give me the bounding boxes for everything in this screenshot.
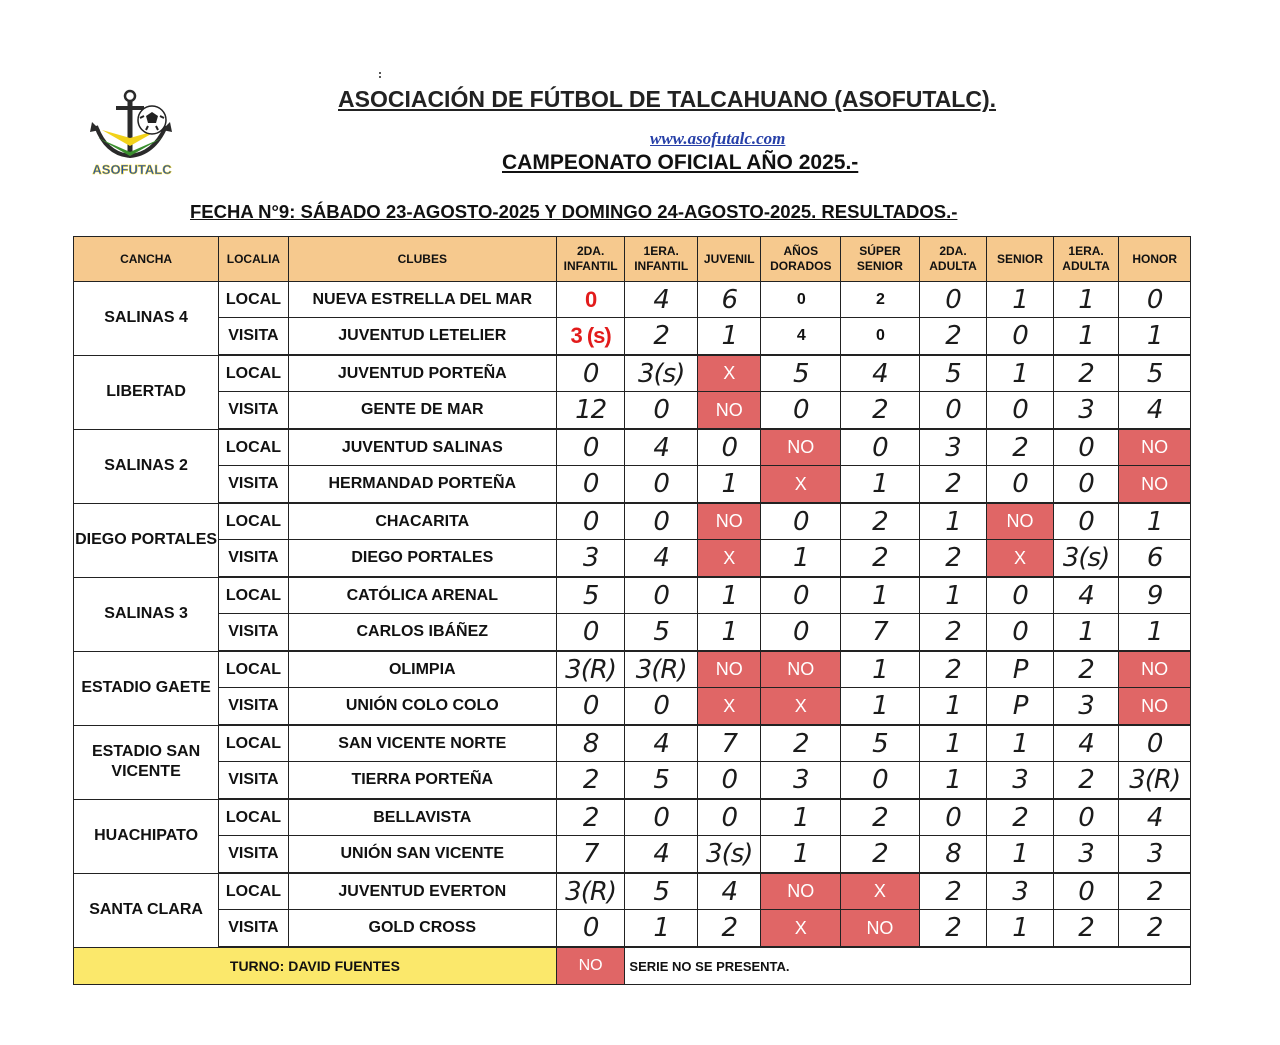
score-cell: 2 [841,540,920,578]
score-cell: 0 [841,762,920,800]
score-cell: X [697,540,761,578]
score-cell: 2 [556,799,625,836]
score-cell: 0 [841,318,920,356]
score-cell: 2 [841,282,920,318]
score-cell: 0 [761,392,841,430]
club-cell: NUEVA ESTRELLA DEL MAR [288,282,556,318]
score-cell: 0 [1053,503,1119,540]
localia-cell: LOCAL [219,282,289,318]
club-cell: UNIÓN SAN VICENTE [288,836,556,874]
localia-cell: VISITA [219,688,289,726]
cancha-cell: LIBERTAD [74,355,219,429]
club-cell: CARLOS IBÁÑEZ [288,614,556,652]
score-cell: 0 [761,282,841,318]
score-cell: X [761,688,841,726]
score-cell: 1 [761,540,841,578]
score-cell: 0 [625,392,698,430]
score-cell: 1 [1053,318,1119,356]
results-table [73,236,1191,985]
table-row [74,836,1191,874]
score-cell: NO [761,651,841,688]
cancha-cell: SALINAS 2 [74,429,219,503]
club-cell: TIERRA PORTEÑA [288,762,556,800]
column-header: AÑOS DORADOS [761,237,841,282]
localia-cell: LOCAL [219,725,289,762]
score-cell: 2 [1053,762,1119,800]
score-cell: 1 [841,651,920,688]
score-cell: 1 [987,836,1054,874]
score-cell: 0 [1053,466,1119,504]
score-cell: 1 [697,577,761,614]
score-cell: 2 [697,910,761,948]
column-header: 2DA. ADULTA [919,237,987,282]
score-cell: 0 [841,429,920,466]
score-cell: 0 [1119,282,1191,318]
localia-cell: VISITA [219,614,289,652]
score-cell: 1 [987,725,1054,762]
score-cell: 0 [987,318,1054,356]
column-header: 1ERA. INFANTIL [625,237,698,282]
score-cell: 0 [697,799,761,836]
table-row [74,614,1191,652]
score-cell: 0 [1053,873,1119,910]
score-cell: 2 [987,799,1054,836]
score-cell: 2 [841,799,920,836]
score-cell: 2 [919,614,987,652]
score-cell: 3 [761,762,841,800]
score-cell: 3 [987,762,1054,800]
score-cell: X [697,688,761,726]
cancha-cell: SALINAS 4 [74,282,219,356]
score-cell: 7 [556,836,625,874]
score-cell: 0 [625,503,698,540]
table-row [74,762,1191,800]
score-cell: 2 [919,873,987,910]
score-cell: 0 [556,466,625,504]
score-cell: 3 [556,540,625,578]
score-cell: 3 [987,873,1054,910]
localia-cell: LOCAL [219,355,289,392]
score-cell: 4 [1119,392,1191,430]
table-row [74,651,1191,688]
score-cell: 0 [556,910,625,948]
score-cell: 0 [556,355,625,392]
score-cell: 0 [761,614,841,652]
score-cell: 2 [919,540,987,578]
table-header-row [74,237,1191,282]
score-cell: 0 [556,282,625,318]
score-cell: 2 [919,651,987,688]
table-row [74,503,1191,540]
score-cell: 4 [1053,577,1119,614]
column-header: LOCALIA [219,237,289,282]
score-cell: 4 [1053,725,1119,762]
club-cell: BELLAVISTA [288,799,556,836]
club-cell: JUVENTUD SALINAS [288,429,556,466]
score-cell: 5 [625,614,698,652]
cancha-cell: SANTA CLARA [74,873,219,947]
score-cell: NO [761,429,841,466]
score-cell: 2 [987,429,1054,466]
score-cell: 2 [556,762,625,800]
score-cell: 1 [1119,318,1191,356]
score-cell: 0 [556,614,625,652]
club-cell: CATÓLICA ARENAL [288,577,556,614]
score-cell: 6 [697,282,761,318]
score-cell: 0 [919,799,987,836]
table-row [74,910,1191,948]
localia-cell: LOCAL [219,503,289,540]
club-cell: JUVENTUD EVERTON [288,873,556,910]
score-cell: 0 [556,429,625,466]
score-cell: 4 [697,873,761,910]
club-cell: DIEGO PORTALES [288,540,556,578]
column-header: CANCHA [74,237,219,282]
localia-cell: LOCAL [219,577,289,614]
score-cell: 3(s) [625,355,698,392]
score-cell: 0 [919,282,987,318]
score-cell: 2 [841,392,920,430]
club-cell: GENTE DE MAR [288,392,556,430]
score-cell: 0 [761,503,841,540]
cancha-cell: DIEGO PORTALES [74,503,219,577]
localia-cell: LOCAL [219,429,289,466]
footer-row [74,947,1191,985]
page-title: ASOCIACIÓN DE FÚTBOL DE TALCAHUANO (ASOFUTALC). [338,86,997,112]
score-cell: 3 [1053,392,1119,430]
localia-cell: VISITA [219,318,289,356]
score-cell: 9 [1119,577,1191,614]
score-cell: 1 [919,725,987,762]
score-cell: 2 [919,318,987,356]
fecha-heading: FECHA N°9: SÁBADO 23-AGOSTO-2025 Y DOMINGO 24-AGOSTO-2025. RESULTADOS.- [190,201,958,222]
score-cell: 4 [625,282,698,318]
legend-flag: NO [556,947,625,985]
column-header: 1ERA. ADULTA [1053,237,1119,282]
score-cell: 0 [1119,725,1191,762]
score-cell: NO [1119,651,1191,688]
logo-text: ASOFUTALC [92,162,172,177]
club-cell: UNIÓN COLO COLO [288,688,556,726]
table-row [74,688,1191,726]
table-row [74,540,1191,578]
cancha-cell: ESTADIO SAN VICENTE [74,725,219,799]
score-cell: 0 [1053,799,1119,836]
localia-cell: LOCAL [219,799,289,836]
table-row [74,799,1191,836]
score-cell: X [761,466,841,504]
score-cell: 1 [919,762,987,800]
asofutalc-logo [86,86,178,182]
score-cell: 0 [987,392,1054,430]
score-cell: NO [1119,466,1191,504]
score-cell: 1 [1119,614,1191,652]
score-cell: 5 [625,762,698,800]
score-cell: 5 [919,355,987,392]
score-cell: 0 [625,688,698,726]
localia-cell: VISITA [219,466,289,504]
score-cell: 8 [556,725,625,762]
score-cell: 4 [625,429,698,466]
table-row [74,466,1191,504]
score-cell: 3 [919,429,987,466]
score-cell: 1 [697,318,761,356]
score-cell: 5 [841,725,920,762]
cancha-cell: SALINAS 3 [74,577,219,651]
score-cell: 0 [987,614,1054,652]
score-cell: 0 [556,688,625,726]
score-cell: 1 [987,910,1054,948]
score-cell: 2 [841,836,920,874]
score-cell: 0 [987,466,1054,504]
score-cell: X [761,910,841,948]
turno-cell: TURNO: DAVID FUENTES [74,947,557,985]
column-header: SENIOR [987,237,1054,282]
column-header: JUVENIL [697,237,761,282]
table-row [74,725,1191,762]
score-cell: 4 [625,836,698,874]
score-cell: 2 [625,318,698,356]
score-cell: 2 [919,910,987,948]
score-cell: 1 [841,577,920,614]
localia-cell: VISITA [219,540,289,578]
score-cell: X [987,540,1054,578]
score-cell: 1 [841,688,920,726]
legend-text: SERIE NO SE PRESENTA. [625,947,1191,985]
score-cell: 12 [556,392,625,430]
table-row [74,577,1191,614]
score-cell: 0 [919,392,987,430]
score-cell: NO [697,503,761,540]
score-cell: 1 [697,466,761,504]
score-cell: 3 [1119,836,1191,874]
score-cell: 1 [919,577,987,614]
score-cell: 3 (s) [556,318,625,356]
club-cell: CHACARITA [288,503,556,540]
score-cell: 2 [1119,873,1191,910]
score-cell: 2 [919,466,987,504]
score-cell: 4 [1119,799,1191,836]
score-cell: P [987,688,1054,726]
score-cell: 3(s) [697,836,761,874]
table-row [74,355,1191,392]
localia-cell: VISITA [219,910,289,948]
score-cell: 3(R) [625,651,698,688]
score-cell: NO [697,392,761,430]
table-row [74,429,1191,466]
score-cell: 3(R) [1119,762,1191,800]
score-cell: 5 [761,355,841,392]
score-cell: 2 [1053,355,1119,392]
column-header: CLUBES [288,237,556,282]
score-cell: 0 [697,429,761,466]
score-cell: 0 [625,466,698,504]
score-cell: 4 [761,318,841,356]
score-cell: 1 [1053,614,1119,652]
score-cell: 4 [625,540,698,578]
score-cell: 1 [1053,282,1119,318]
score-cell: 0 [1053,429,1119,466]
localia-cell: VISITA [219,762,289,800]
score-cell: 1 [919,688,987,726]
score-cell: 1 [761,836,841,874]
score-cell: 1 [919,503,987,540]
score-cell: 2 [1053,910,1119,948]
score-cell: NO [987,503,1054,540]
score-cell: 1 [841,466,920,504]
score-cell: 3(s) [1053,540,1119,578]
club-cell: OLIMPIA [288,651,556,688]
score-cell: 0 [625,577,698,614]
score-cell: 1 [1119,503,1191,540]
column-header: SÚPER SENIOR [841,237,920,282]
score-cell: NO [761,873,841,910]
score-cell: NO [841,910,920,948]
score-cell: 1 [987,282,1054,318]
score-cell: P [987,651,1054,688]
table-row [74,392,1191,430]
column-header: 2DA. INFANTIL [556,237,625,282]
score-cell: 4 [625,725,698,762]
score-cell: NO [1119,688,1191,726]
localia-cell: LOCAL [219,873,289,910]
page-subtitle: CAMPEONATO OFICIAL AÑO 2025.- [502,151,859,174]
score-cell: 1 [761,799,841,836]
club-cell: HERMANDAD PORTEÑA [288,466,556,504]
table-row [74,318,1191,356]
score-cell: 7 [841,614,920,652]
website-link[interactable]: www.asofutalc.com [650,129,786,148]
score-cell: 3(R) [556,651,625,688]
score-cell: 2 [761,725,841,762]
score-cell: 2 [841,503,920,540]
score-cell: 5 [556,577,625,614]
score-cell: 3 [1053,688,1119,726]
cancha-cell: HUACHIPATO [74,799,219,873]
score-cell: 4 [841,355,920,392]
score-cell: NO [697,651,761,688]
score-cell: 0 [697,762,761,800]
score-cell: 0 [987,577,1054,614]
score-cell: 7 [697,725,761,762]
score-cell: 0 [625,799,698,836]
score-cell: 8 [919,836,987,874]
score-cell: X [841,873,920,910]
localia-cell: LOCAL [219,651,289,688]
club-cell: JUVENTUD PORTEÑA [288,355,556,392]
localia-cell: VISITA [219,836,289,874]
localia-cell: VISITA [219,392,289,430]
score-cell: 3 [1053,836,1119,874]
score-cell: X [697,355,761,392]
score-cell: 1 [987,355,1054,392]
cancha-cell: ESTADIO GAETE [74,651,219,725]
column-header: HONOR [1119,237,1191,282]
score-cell: 5 [625,873,698,910]
score-cell: 2 [1119,910,1191,948]
score-cell: 1 [697,614,761,652]
score-cell: 6 [1119,540,1191,578]
table-row [74,282,1191,318]
speck-mark [378,72,382,78]
score-cell: 3(R) [556,873,625,910]
club-cell: GOLD CROSS [288,910,556,948]
score-cell: NO [1119,429,1191,466]
score-cell: 5 [1119,355,1191,392]
table-row [74,873,1191,910]
club-cell: SAN VICENTE NORTE [288,725,556,762]
score-cell: 0 [556,503,625,540]
score-cell: 2 [1053,651,1119,688]
score-cell: 1 [625,910,698,948]
score-cell: 0 [761,577,841,614]
club-cell: JUVENTUD LETELIER [288,318,556,356]
